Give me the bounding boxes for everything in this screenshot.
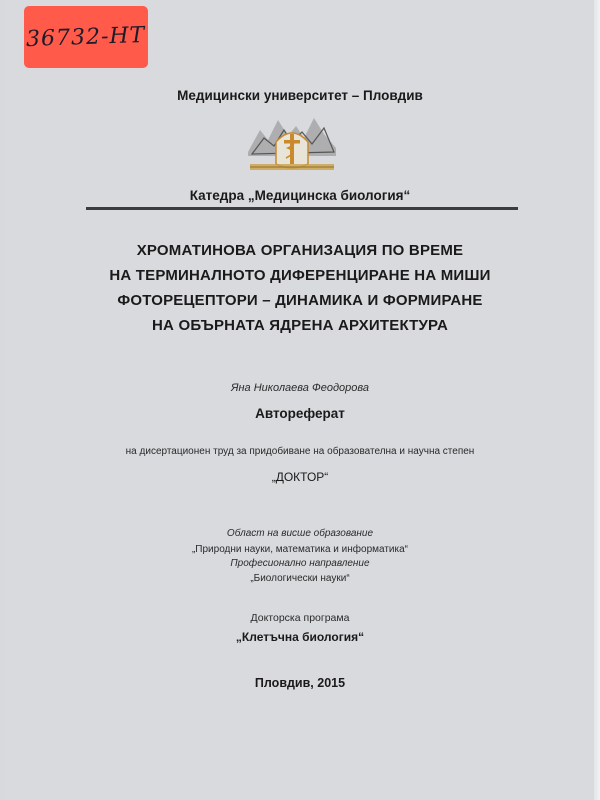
department-name: Катедра „Медицинска биология“ — [189, 188, 411, 203]
program-label: Докторска програма — [250, 612, 350, 624]
program-value: „Клетъчна биология“ — [235, 630, 365, 644]
place-and-year: Пловдив, 2015 — [254, 676, 346, 690]
direction-value: „Биологически науки“ — [250, 573, 350, 584]
title-line: ФОТОРЕЦЕПТОРИ – ДИНАМИКА И ФОРМИРАНЕ — [117, 292, 483, 309]
title-line: НА ОБЪРНАТА ЯДРЕНА АРХИТЕКТУРА — [152, 317, 448, 334]
field-value: „Природни науки, математика и информатика“ — [191, 544, 409, 555]
title-line: НА ТЕРМИНАЛНОТО ДИФЕРЕНЦИРАНЕ НА МИШИ — [109, 267, 491, 284]
library-sticker — [24, 6, 148, 68]
header-divider — [86, 207, 518, 210]
document-type: Автореферат — [255, 406, 345, 421]
title-line: ХРОМАТИНОВА ОРГАНИЗАЦИЯ ПО ВРЕМЕ — [136, 242, 464, 259]
dissertation-title — [0, 238, 600, 338]
university-name: Медицински университет – Пловдив — [177, 88, 423, 103]
field-label: Област на висше образование — [226, 528, 374, 539]
sticker-code: 36732-НТ — [25, 22, 147, 52]
document-subtitle: на дисертационен труд за придобиване на образователна и научна степен — [125, 446, 475, 457]
degree-name: „ДОКТОР“ — [271, 470, 329, 484]
direction-label: Професионално направление — [230, 558, 370, 569]
university-emblem-icon — [246, 112, 338, 176]
author-name: Яна Николаева Феодорова — [231, 382, 369, 394]
